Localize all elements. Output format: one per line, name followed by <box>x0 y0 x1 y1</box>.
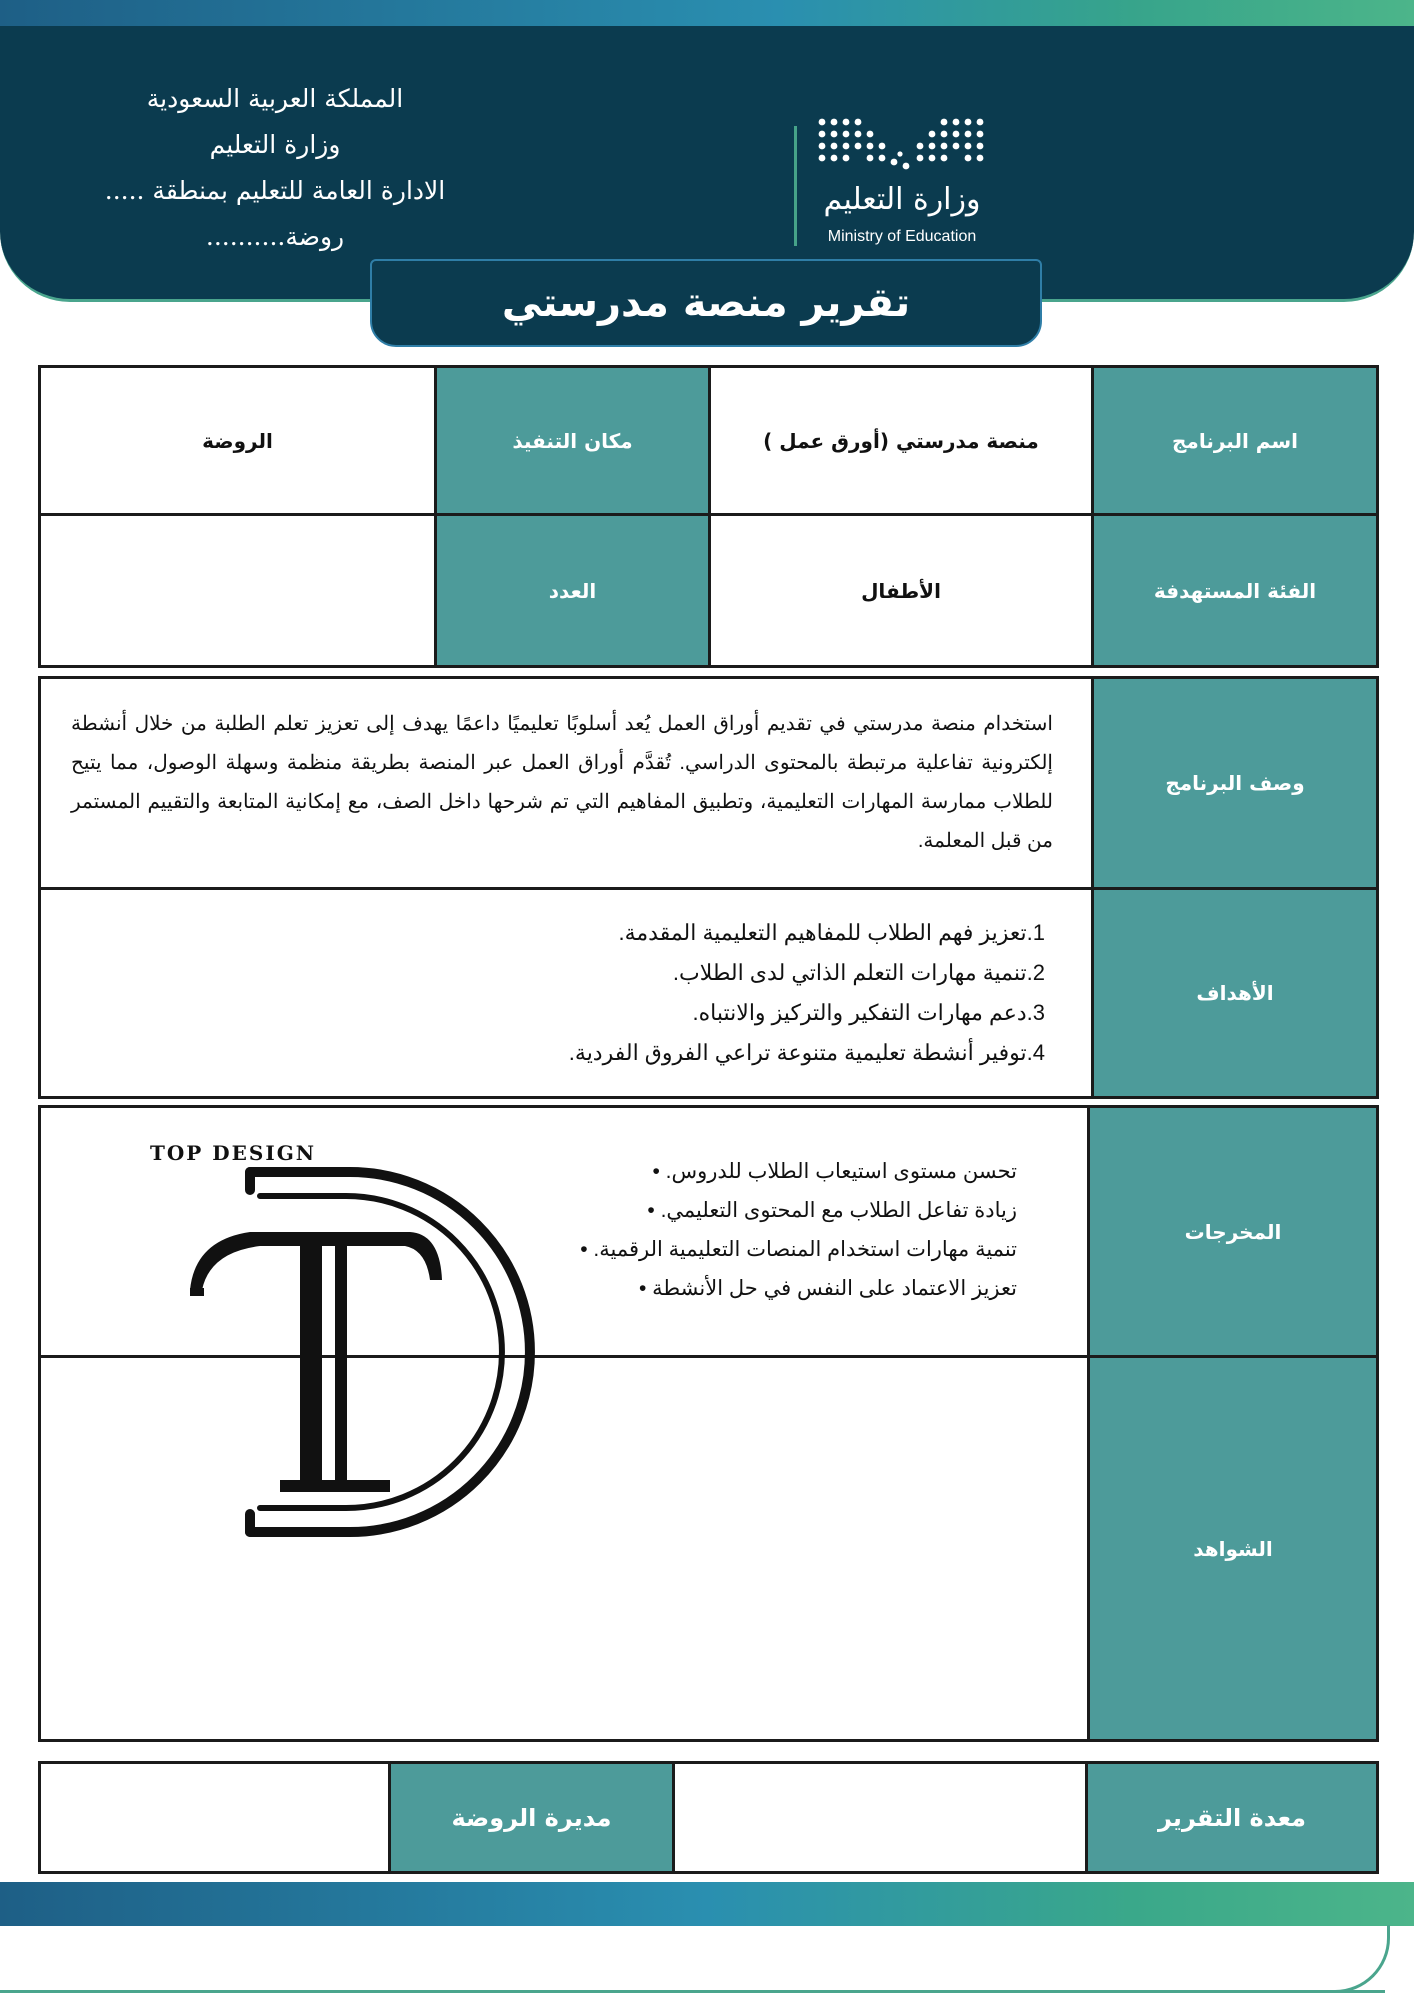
watermark-arc-text: TOP DESIGN <box>150 1141 317 1165</box>
preparer-label: معدة التقرير <box>1087 1763 1378 1873</box>
preparer-value <box>674 1763 1087 1873</box>
signatures-table <box>38 1761 1379 1874</box>
bottom-gradient-strip <box>0 1882 1414 1926</box>
ministry-dots-logo-icon <box>812 116 992 176</box>
output-item: تنمية مهارات استخدام المنصات التعليمية الرقمية. • <box>41 1230 1017 1269</box>
logo-english-text: Ministry of Education <box>827 228 977 245</box>
header-line-directorate: الادارة العامة للتعليم بمنطقة ..... <box>104 176 446 205</box>
location-value: الروضة <box>40 367 436 515</box>
page-title: تقرير منصة مدرستي <box>370 259 1042 347</box>
goals-label: الأهداف <box>1093 889 1378 1098</box>
program-info-table <box>38 365 1379 668</box>
goals-list <box>41 913 1091 1073</box>
principal-value <box>40 1763 390 1873</box>
header-line-ministry: وزارة التعليم <box>209 130 341 159</box>
description-cell <box>40 678 1093 889</box>
top-design-watermark-logo <box>150 1141 570 1540</box>
description-goals-table <box>38 676 1379 1099</box>
count-value <box>40 515 436 667</box>
goal-item: 3.دعم مهارات التفكير والتركيز والانتباه. <box>692 1000 1045 1025</box>
program-name-value: منصة مدرستي (أورق عمل ) <box>710 367 1093 515</box>
target-value: الأطفال <box>710 515 1093 667</box>
top-gradient-strip <box>0 0 1414 26</box>
bottom-accent-line <box>0 1990 1385 1993</box>
goal-item: 4.توفير أنشطة تعليمية متنوعة تراعي الفروق الفردية. <box>568 1040 1045 1065</box>
program-description-text: استخدام منصة مدرستي في تقديم أوراق العمل يُعد أسلوبًا تعليميًا داعمًا يهدف إلى تعزيز تعلم الطلبة من خلال أنشطة إلكترونية تفاعلية مرتبطة بالمحتوى الدراسي. تُقدَّم أوراق العمل عبر المنصة بطريقة منظمة وسهلة الوصول، مما يتيح للطلاب ممارسة المهارات التعليمية، وتطبيق المفاهيم التي تم شرحها داخل الصف، مع إمكانية المتابعة والتقييم المستمر من قبل المعلمة. <box>71 713 1053 852</box>
goals-cell <box>40 889 1093 1098</box>
count-label: العدد <box>436 515 710 667</box>
program-name-label: اسم البرنامج <box>1093 367 1378 515</box>
goal-item: 1.تعزيز فهم الطلاب للمفاهيم التعليمية المقدمة. <box>618 920 1045 945</box>
logo-arabic-text: وزارة التعليم <box>823 182 981 217</box>
output-item: زيادة تفاعل الطلاب مع المحتوى التعليمي. • <box>41 1191 1017 1230</box>
outputs-label: المخرجات <box>1089 1107 1378 1357</box>
bottom-corner-curve <box>1332 1925 1390 1993</box>
goal-item: 2.تنمية مهارات التعلم الذاتي لدى الطلاب. <box>672 960 1045 985</box>
description-label: وصف البرنامج <box>1093 678 1378 889</box>
output-item: تحسن مستوى استيعاب الطلاب للدروس. • <box>41 1152 1017 1191</box>
output-item: تعزيز الاعتماد على النفس في حل الأنشطة • <box>41 1269 1017 1308</box>
logo-divider <box>794 126 797 246</box>
evidence-label: الشواهد <box>1089 1357 1378 1741</box>
ministry-logo <box>794 116 1004 256</box>
location-label: مكان التنفيذ <box>436 367 710 515</box>
header-org-lines <box>75 76 475 260</box>
header-line-kindergarten: روضة.......... <box>205 222 345 251</box>
target-label: الفئة المستهدفة <box>1093 515 1378 667</box>
principal-label: مديرة الروضة <box>390 1763 674 1873</box>
header-line-kingdom: المملكة العربية السعودية <box>146 84 404 113</box>
